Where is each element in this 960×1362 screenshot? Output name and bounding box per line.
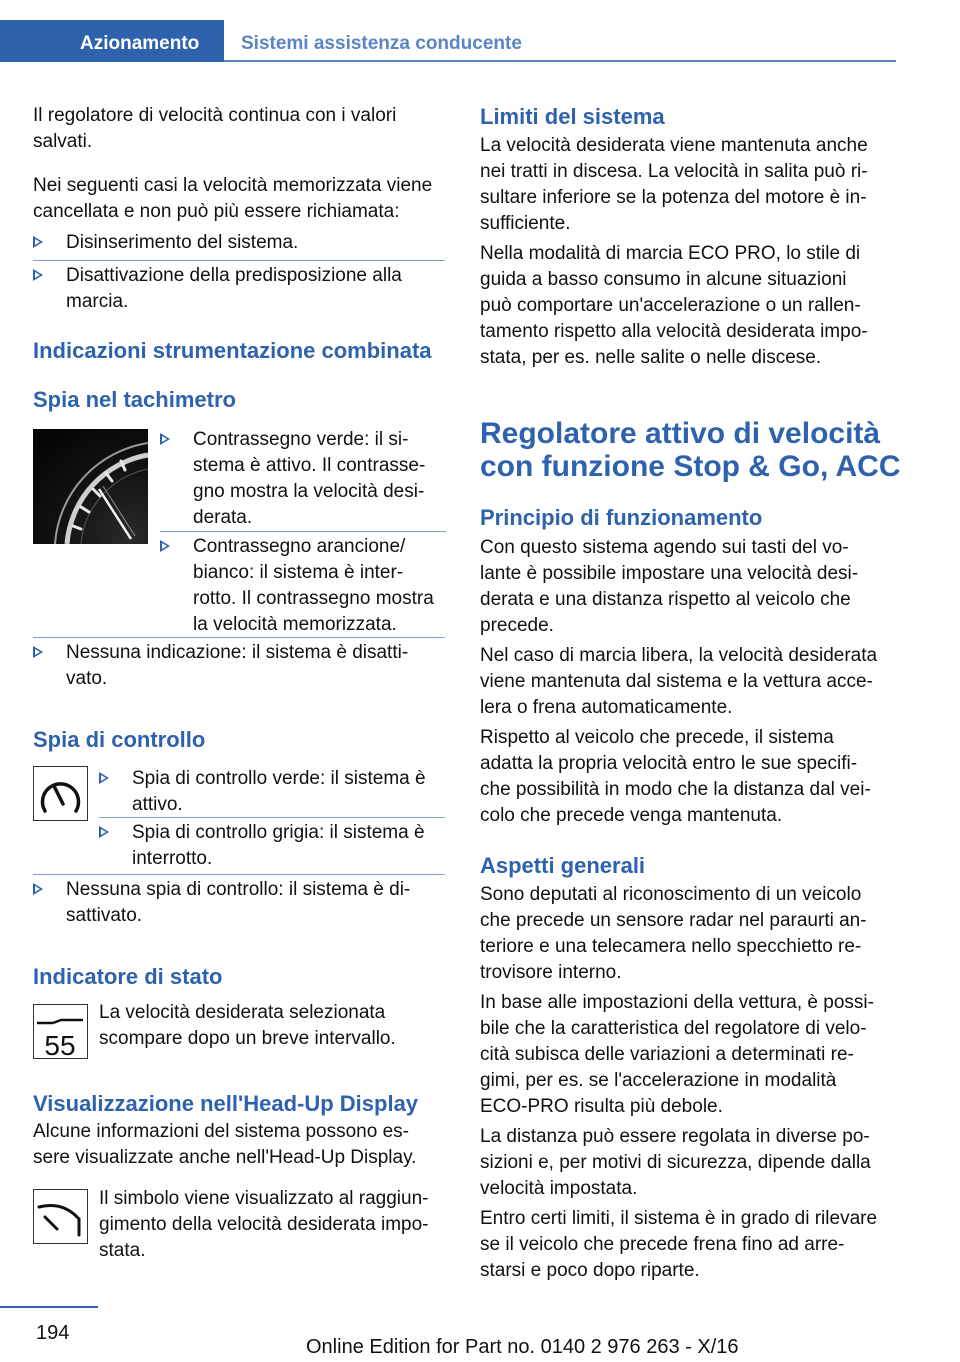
- triangle-bullet-icon: [160, 433, 170, 445]
- paragraph-hud: Alcune informazioni del sistema possono es- sere visualizzate anche nell'Head-Up Display.: [33, 1121, 417, 1168]
- speed-value-label: 55: [44, 1030, 76, 1059]
- list-item: Contrassegno verde: il si- stema è attivo. Il contrasse- gno mostra la velocità desi- derata.: [160, 427, 450, 531]
- speedometer-image: [33, 429, 148, 544]
- paragraph-aspetti-1: Sono deputati al riconoscimento di un veicolo che precede un sensore radar nel paraurti an- teriore e una telecamera nello specchietto re- trovisore interno.: [480, 884, 867, 983]
- heading-spia-controllo: Spia di controllo: [33, 727, 206, 752]
- speed-status-icon: [33, 1004, 88, 1059]
- paragraph-aspetti-2: In base alle impostazioni della vettura, è possi- bile che la caratteristica del regolatore di velo- cità subisca delle variazioni a determinati re- gimi, per es. se l'accelerazione in modalità ECO-PRO risulta più debole.: [480, 992, 874, 1117]
- triangle-bullet-icon: [99, 826, 109, 838]
- triangle-bullet-icon: [33, 883, 43, 895]
- list-item: Nessuna spia di controllo: il sistema è di- sattivato.: [33, 877, 453, 929]
- heading-spia-tachimetro: Spia nel tachimetro: [33, 387, 236, 412]
- list-divider: [160, 531, 446, 532]
- triangle-bullet-icon: [33, 236, 43, 248]
- subsection-title: Sistemi assistenza conducente: [241, 33, 522, 54]
- paragraph-indicatore: La velocità desiderata selezionata scompare dopo un breve intervallo.: [99, 1002, 396, 1049]
- triangle-bullet-icon: [160, 540, 170, 552]
- list-item: Spia di controllo grigia: il sistema è interrotto.: [99, 820, 449, 872]
- paragraph-principio-1: Con questo sistema agendo sui tasti del vo- lante è possibile impostare una velocità desi- derata e una distanza rispetto al veicolo che precede.: [480, 537, 859, 636]
- paragraph-aspetti-4: Entro certi limiti, il sistema è in grado di rilevare se il veicolo che precede frena fino ad arre- starsi e poco dopo riparte.: [480, 1208, 878, 1281]
- hud-speed-symbol-icon: [33, 1189, 88, 1244]
- list-item: Contrassegno arancione/ bianco: il sistema è inter- rotto. Il contrassegno mostra la velocità memorizzata.: [160, 534, 450, 638]
- heading-limiti: Limiti del sistema: [480, 104, 665, 129]
- edition-note: Online Edition for Part no. 0140 2 976 263 - X/16: [306, 1336, 739, 1358]
- heading-indicatore-stato: Indicatore di stato: [33, 964, 223, 989]
- heading-head-up-display: Visualizzazione nell'Head-Up Display: [33, 1091, 419, 1116]
- heading-indicazioni: Indicazioni strumentazione combinata: [33, 338, 432, 363]
- header-rule: [224, 60, 896, 62]
- heading-acc: Regolatore attivo di velocità con funzione Stop & Go, ACC: [480, 417, 901, 483]
- paragraph-hud-symbol: Il simbolo viene visualizzato al raggiun- gimento della velocità desiderata impo- stata.: [99, 1188, 429, 1261]
- paragraph-limiti-2: Nella modalità di marcia ECO PRO, lo stile di guida a basso consumo in alcune situazioni può comportare un'accelerazione o un rallen- tamento rispetto alla velocità desiderata impo- stata, per es. nelle salite o nelle discese.: [480, 243, 868, 368]
- list-item: Disattivazione della predisposizione alla marcia.: [33, 263, 453, 315]
- list-item: Disinserimento del sistema.: [33, 230, 453, 256]
- page-header: [0, 0, 960, 64]
- triangle-bullet-icon: [99, 772, 109, 784]
- triangle-bullet-icon: [33, 646, 43, 658]
- page-number: 194: [36, 1322, 70, 1344]
- heading-aspetti: Aspetti generali: [480, 853, 646, 878]
- paragraph-principio-2: Nel caso di marcia libera, la velocità desiderata viene mantenuta dal sistema e la vettura acce- lera o frena automaticamente.: [480, 645, 878, 718]
- list-divider: [99, 817, 445, 818]
- list-divider: [33, 637, 445, 638]
- list-divider: [33, 260, 445, 261]
- triangle-bullet-icon: [33, 269, 43, 281]
- cruise-control-indicator-icon: [33, 766, 88, 821]
- paragraph-limiti-1: La velocità desiderata viene mantenuta anche nei tratti in discesa. La velocità in salita può ri- sultare inferiore se la potenza del motore è in- sufficiente.: [480, 135, 868, 234]
- paragraph-cancel-cases: Nei seguenti casi la velocità memorizzata viene cancellata e non può più essere richiamata:: [33, 175, 433, 222]
- list-divider: [33, 874, 445, 875]
- section-title: Azionamento: [80, 33, 200, 54]
- paragraph-aspetti-3: La distanza può essere regolata in diverse po- sizioni e, per motivi di sicurezza, dipende dalla velocità impostata.: [480, 1126, 871, 1199]
- list-item: Spia di controllo verde: il sistema è attivo.: [99, 766, 449, 818]
- paragraph-saved-values: Il regolatore di velocità continua con i valori salvati.: [33, 105, 397, 152]
- paragraph-principio-3: Rispetto al veicolo che precede, il sistema adatta la propria velocità entro le sue specifi- che possibilità in modo che la distanza dal vei- colo che precede venga mantenuta.: [480, 727, 871, 826]
- footer-rule: [0, 1306, 98, 1308]
- list-item: Nessuna indicazione: il sistema è disatti- vato.: [33, 640, 453, 692]
- heading-principio: Principio di funzionamento: [480, 505, 763, 530]
